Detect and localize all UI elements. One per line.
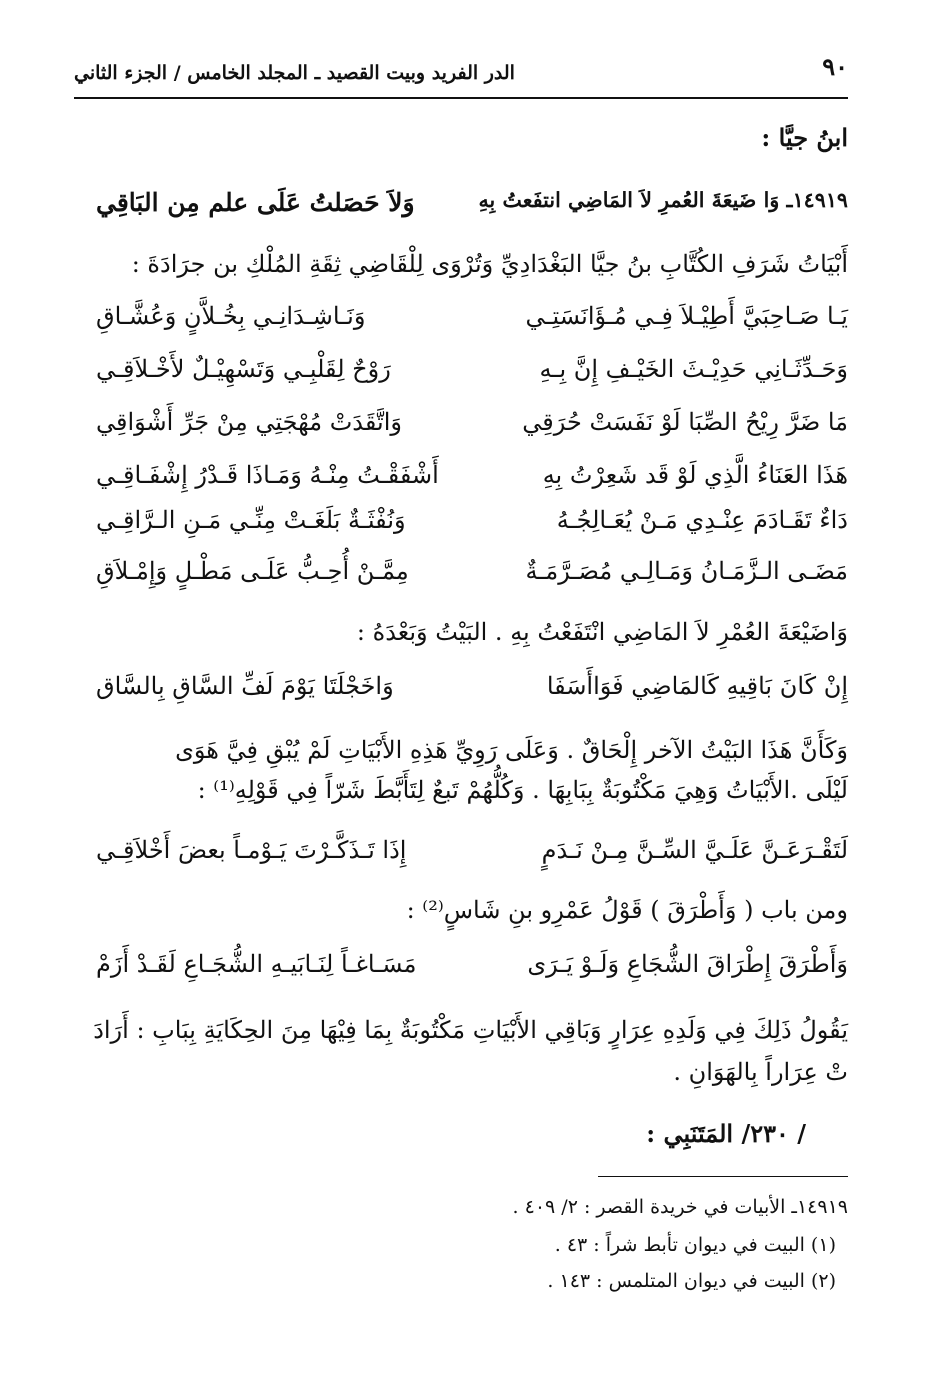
verse-5-first: دَاءٌ تَقَـادَمَ عِنْـدِي مَـنْ يُعَـالِجُـهُ: [556, 506, 848, 534]
bab-line: ومن باب ( وَأَطْرَقَ ) قَوْلُ عَمْرِو بنِ شَاسٍ⁽²⁾ :: [406, 896, 848, 924]
author-heading: ابنُ جيَّا :: [761, 123, 848, 152]
verse-6-second: مِمَّـنْ أُحِـبُّ عَلَـى مَطْـلٍ وَإِمْـلاَقِ: [96, 557, 409, 585]
main-verse-second-hemistich: وَلاَ حَصَلتُ عَلَى علم مِن البَاقِي: [96, 188, 415, 217]
verse-taabbata-second: إِذَا تَـذَكَّـرْتَ يَـوْمـاً بعضَ أَخْلاَقِـي: [96, 836, 407, 864]
verse-taabbata-first: لَتَقْـرَعَـنَّ عَلَـيَّ السِّـنَّ مِـنْ نَـدَمٍ: [541, 836, 848, 864]
verse-after: [96, 672, 848, 712]
paragraph-1-line-1: وَكَأَنَّ هَذَا البَيْتُ الآخر إِلْحَاقٌ . وَعَلَى رَوِيِّ هَذِهِ الأَبْيَاتِ لَمْ يُبْقِ فِيَّ هَوَى: [175, 736, 848, 764]
paragraph-1-line-2: لَيْلَى .الأَبْيَاتُ وَهِيَ مَكْتُوبَةٌ بِبَابِهَا . وَكُلُّهُمْ تَبعٌ لِتَأَبَّطَ شَرّاً فِي قَوْلِهِ⁽¹⁾ :: [197, 776, 848, 804]
verse-5: [96, 506, 848, 546]
verse-amr: [96, 950, 848, 990]
paragraph-2-line-2: تْ عِرَاراً بِالهَوَانِ .: [673, 1058, 848, 1086]
verse-after-first: إِنْ كَانَ بَاقِيهِ كَالمَاضِي فَوَاأَسَفَا: [546, 672, 848, 700]
verse-5-second: وَنُفْثَـةٌ بَلَغَـتْ مِنِّـي مَـنِ الـرَّاقِـي: [96, 506, 406, 534]
footnote-1: (١) البيت في ديوان تأبط شراً : ٤٣ .: [554, 1234, 836, 1256]
verse-2: [96, 355, 848, 395]
repeat-line: وَاضَيْعَةَ العُمْرِ لاَ المَاضِي انْتَفَعْتُ بِهِ . البَيْتُ وَبَعْدَهُ :: [356, 618, 848, 646]
main-verse-first-hemistich: ١٤٩١٩ـ وَا ضَيعَةَ العُمرِ لاَ المَاضِي انتفَعتُ بِهِ: [478, 188, 848, 212]
verse-after-second: وَاخَجْلَتَا يَوْمَ لَفِّ السَّاقِ بِالسَّاق: [96, 672, 394, 700]
paragraph-2-line-1: يَقُولُ ذَلِكَ فِي وَلَدِهِ عِرَارٍ وَبَاقِي الأَبْيَاتِ مَكْتُوبَةٌ بِمَا فِيْهَا مِنَ الحِكَايَةِ بِبَابِ : أَرَادَ: [93, 1016, 848, 1044]
verse-2-second: رَوْحٌ لِقَلْبِـي وَتَسْهِيْـلٌ لأَخْـلاَقِـي: [96, 355, 391, 383]
verse-6-first: مَضَـى الـزَّمَـانُ وَمَـالِـي مُصَـرَّمَـةٌ: [525, 557, 848, 585]
verse-6: [96, 557, 848, 597]
verse-1: [96, 302, 848, 342]
running-title: الدر الفريد وبيت القصيد ـ المجلد الخامس / الجزء الثاني: [74, 62, 515, 84]
footnote-main: ١٤٩١٩ـ الأبيات في خريدة القصر : ٢/ ٤٠٩ .: [512, 1196, 848, 1218]
page-number: ٩٠: [822, 52, 848, 81]
verse-3-second: وَاتَّقَدَتْ مُهْجَتِي مِنْ جَرِّ أَشْوَاقِي: [96, 408, 402, 436]
next-section-heading: / ٢٣٠/ المَتَنَبِي :: [646, 1119, 806, 1148]
verse-3: [96, 408, 848, 448]
footnote-rule: [598, 1176, 848, 1177]
verse-1-second: وَنَـاشِـدَانِـي بِخُـلاَّنٍ وَعُشَّـاقِ: [96, 302, 366, 330]
main-verse: [96, 188, 848, 228]
verse-4-second: أَشْفَقْـتُ مِنْـهُ وَمَـاذَا قَـدْرُ إِشْفَـاقِـي: [96, 461, 439, 489]
intro-line: أَبْيَاتُ شَرَفِ الكُتَّابِ بنُ جيَّا البَغْدَادِيِّ وَتُرْوَى لِلْقَاضِي ثِقَةِ المُلْكِ بن جرَادَةَ :: [131, 250, 848, 278]
header-rule: [74, 97, 848, 99]
verse-4: [96, 461, 848, 501]
verse-1-first: يَـا صَـاحِبَيَّ أَطِيْـلاَ فِـي مُـؤَانَسَتِـي: [525, 302, 848, 330]
verse-amr-first: وَأَطْرَقَ إِطْرَاقَ الشُّجَاعِ وَلَـوْ يَـرَى: [527, 950, 848, 978]
verse-4-first: هَذَا العَنَاءُ الَّذِي لَوْ قَد شَعِرْتُ بِهِ: [542, 461, 848, 489]
verse-3-first: مَا ضَرَّ رِيْحُ الصِّبَا لَوْ نَفَسَتْ حُرَقِي: [522, 408, 848, 436]
verse-2-first: وَحَـدِّثَـانِي حَدِيْـثَ الخَيْـفِ إِنَّ بِـهِ: [539, 355, 848, 383]
verse-taabbata: [96, 836, 848, 876]
footnote-2: (٢) البيت في ديوان المتلمس : ١٤٣ .: [547, 1270, 836, 1292]
page-header: [74, 52, 848, 94]
verse-amr-second: مَسَـاغـاً لِنَـابَيـهِ الشُّجَـاعِ لَقَـدْ أَزَمْ: [96, 950, 417, 978]
